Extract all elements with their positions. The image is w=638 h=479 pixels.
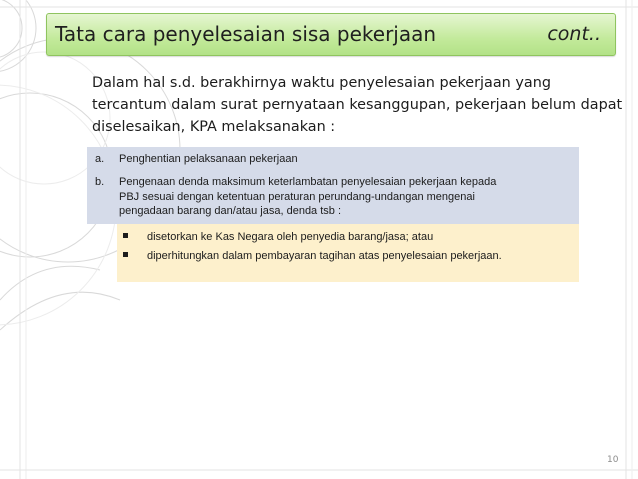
title-suffix: cont.. [547, 23, 601, 45]
intro-line: diselesaikan, KPA melaksanakan : [92, 119, 336, 135]
step-marker: a. [95, 153, 105, 165]
step-text: pengadaan barang dan/atau jasa, denda tsb : [119, 205, 342, 217]
intro-paragraph [92, 72, 623, 138]
step-text: Penghentian pelaksanaan pekerjaan [119, 153, 298, 165]
intro-line: tercantum dalam surat pernyataan kesanggupan, pekerjaan belum dapat [92, 97, 623, 113]
bullet-text: diperhitungkan dalam pembayaran tagihan atas penyelesaian pekerjaan. [147, 250, 502, 262]
square-bullet-icon [123, 233, 128, 238]
intro-line: Dalam hal s.d. berakhirnya waktu penyelesaian pekerjaan yang [92, 75, 551, 91]
step-text: PBJ sesuai dengan ketentuan peraturan perundang-undangan mengenai [119, 190, 475, 203]
bullet-text: disetorkan ke Kas Negara oleh penyedia barang/jasa; atau [147, 231, 434, 243]
square-bullet-icon [123, 252, 128, 257]
step-marker: b. [95, 176, 105, 188]
slide-title: Tata cara penyelesaian sisa pekerjaan [55, 22, 437, 46]
title-bar [46, 13, 616, 56]
page-number: 10 [607, 455, 619, 465]
bullets-box [117, 224, 579, 282]
step-text: Pengenaan denda maksimum keterlambatan penyelesaian pekerjaan kepada [119, 176, 497, 188]
steps-box [87, 147, 579, 224]
